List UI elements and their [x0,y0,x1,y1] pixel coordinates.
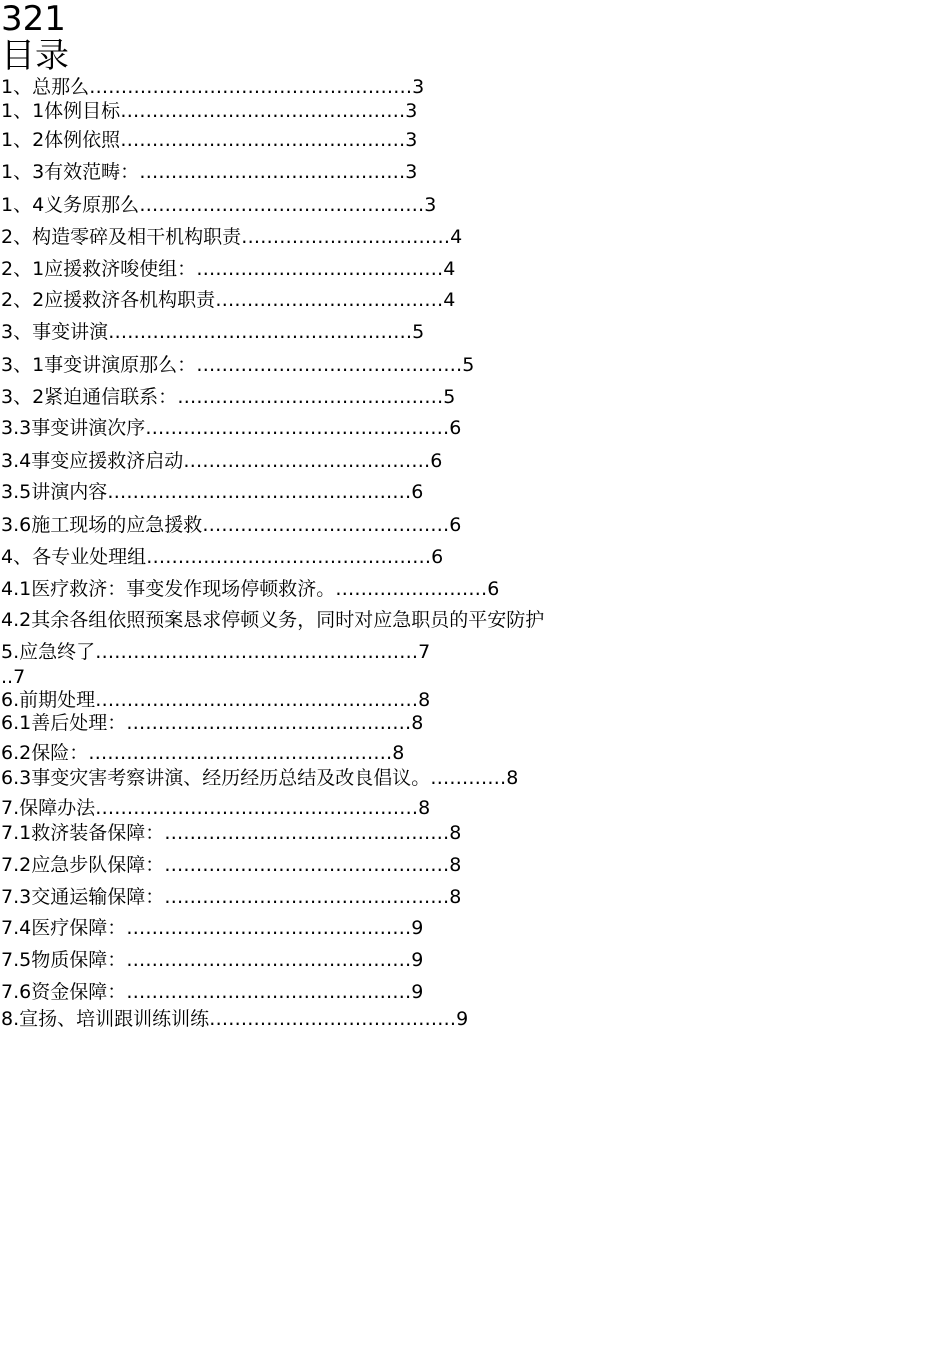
toc-entry [1,796,430,820]
toc-entry-dots: ………………………………… [183,450,431,472]
toc-entry-text: 3.6施工现场的应急援救 [1,514,203,536]
toc-entry-page: 8 [449,822,462,844]
toc-entry-dots: ……………………………………… [120,129,406,151]
toc-entry [1,99,417,123]
toc-entry-page: 9 [411,917,424,939]
toc-entry-dots: ………… [430,767,507,789]
toc-entry-page: 6 [411,481,424,503]
toc-entry-page: 3 [405,161,418,183]
toc-entry [1,75,424,99]
toc-entry-page: 6 [487,578,500,600]
toc-entry-text: 3.5讲演内容 [1,481,108,503]
toc-entry [1,160,417,184]
toc-entry [1,545,443,569]
toc-entry [1,608,544,632]
toc-entry-dots: ……………………………………… [146,546,432,568]
toc-entry [1,480,423,504]
toc-entry-text: 1、总那么 [1,76,90,98]
toc-entry-text: 6.2保险： [1,742,89,764]
toc-entry-page: 4 [443,289,456,311]
toc-entry-text: 6.前期处理 [1,689,96,711]
toc-entry-page: 3 [424,194,437,216]
toc-entry-dots: ……………………………………… [126,949,412,971]
toc-entry-page: 8 [411,712,424,734]
toc-entry-page: 5 [412,321,425,343]
toc-entry-text: 4.2其余各组依照预案恳求停顿义务，同时对应急职员的平安防护 [1,609,545,631]
toc-entry-text: ..7 [1,666,26,688]
toc-entry [1,225,462,249]
toc-entry [1,688,430,712]
toc-entry-page: 9 [411,981,424,1003]
toc-entry-dots: ………………………………… [209,1008,457,1030]
toc-entry-page: 8 [418,689,431,711]
toc-entry [1,980,423,1004]
toc-entry-text: 7.1救济装备保障： [1,822,165,844]
toc-entry-dots: …………………………………………… [89,76,413,98]
toc-entry-dots: …………………………………………… [95,689,419,711]
toc-entry-text: 7.4医疗保障： [1,917,127,939]
toc-entry-page: 9 [411,949,424,971]
toc-entry-page: 8 [449,886,462,908]
toc-entry-text: 1、2体例依照 [1,129,121,151]
toc-entry [1,885,461,909]
toc-entry-page: 8 [392,742,405,764]
toc-title: 目录 [1,36,69,76]
toc-entry [1,711,423,735]
toc-entry-page: 7 [418,641,431,663]
toc-entry-text: 3.3事变讲演次序 [1,417,146,439]
toc-entry-page: 4 [443,258,456,280]
toc-entry-text: 6.1善后处理： [1,712,127,734]
toc-entry-dots: …………………………………………… [95,797,419,819]
toc-entry-dots: ……………………………………… [126,712,412,734]
toc-entry-text: 3、1事变讲演原那么： [1,354,197,376]
toc-entry-dots: …………………… [335,578,488,600]
toc-entry [1,665,25,689]
toc-entry-page: 4 [450,226,463,248]
toc-entry-text: 2、1应援救济唆使组： [1,258,197,280]
toc-entry-dots: ………………………………… [202,514,450,536]
toc-entry-text: 7.3交通运输保障： [1,886,165,908]
toc-entry-dots: ………………………………………… [145,417,450,439]
toc-entry [1,288,455,312]
toc-entry-text: 1、1体例目标 [1,100,121,122]
toc-entry [1,128,417,152]
toc-entry [1,1007,468,1031]
toc-entry-page: 3 [405,100,418,122]
toc-entry [1,513,461,537]
toc-entry-page: 5 [462,354,475,376]
toc-entry-dots: …………………………………… [196,354,463,376]
toc-entry-dots: …………………………………… [177,386,444,408]
toc-entry-page: 8 [449,854,462,876]
toc-entry-dots: ……………………………………… [126,981,412,1003]
toc-entry [1,416,461,440]
toc-entry-dots: ……………………………………… [164,886,450,908]
toc-entry-dots: ……………………………………… [139,194,425,216]
toc-entry-page: 6 [449,514,462,536]
toc-entry-text: 1、4义务原那么 [1,194,140,216]
toc-entry [1,741,404,765]
toc-entry [1,853,461,877]
toc-entry-text: 1、3有效范畴： [1,161,140,183]
toc-entry [1,821,461,845]
toc-entry-dots: …………………………………… [139,161,406,183]
toc-entry-text: 3、2紧迫通信联系： [1,386,178,408]
toc-entry-text: 7.6资金保障： [1,981,127,1003]
toc-entry-dots: ……………………………………… [120,100,406,122]
toc-entry [1,916,423,940]
toc-entry-text: 7.保障办法 [1,797,96,819]
toc-entry-page: 6 [449,417,462,439]
toc-entry [1,193,436,217]
toc-entry [1,577,499,601]
toc-entry-page: 5 [443,386,456,408]
toc-entry-page: 6 [430,450,443,472]
toc-entry-text: 6.3事变灾害考察讲演、经历经历总结及改良倡议。 [1,767,431,789]
toc-entry-dots: ……………………………………… [164,854,450,876]
toc-entry-dots: …………………………… [241,226,451,248]
toc-entry [1,640,430,664]
toc-entry-text: 7.5物质保障： [1,949,127,971]
toc-entry-text: 4.1医疗救济：事变发作现场停顿救济。 [1,578,336,600]
toc-entry-page: 3 [412,76,425,98]
toc-entry-text: 3.4事变应援救济启动 [1,450,184,472]
toc-entry [1,353,474,377]
toc-entry-text: 7.2应急步队保障： [1,854,165,876]
toc-entry-dots: ………………………………………… [88,742,393,764]
toc-entry-page: 9 [456,1008,469,1030]
toc-entry [1,320,424,344]
toc-entry-dots: ……………………………………… [126,917,412,939]
document-number: 321 [1,0,66,39]
toc-entry-text: 5.应急终了 [1,641,96,663]
toc-entry-dots: ………………………………………… [108,321,413,343]
toc-entry-page: 8 [506,767,519,789]
toc-entry-dots: ……………………………… [215,289,444,311]
toc-entry-page: 6 [431,546,444,568]
toc-entry-page: 3 [405,129,418,151]
toc-entry-text: 8.宣扬、培训跟训练训练 [1,1008,210,1030]
toc-entry-page: 8 [418,797,431,819]
toc-entry [1,257,455,281]
toc-entry-dots: ………………………………… [196,258,444,280]
toc-entry-dots: ………………………………………… [107,481,412,503]
toc-entry [1,449,442,473]
toc-entry-text: 4、各专业处理组 [1,546,147,568]
toc-entry [1,766,518,790]
toc-entry-text: 2、2应援救济各机构职责 [1,289,216,311]
toc-entry [1,948,423,972]
toc-entry-text: 3、事变讲演 [1,321,109,343]
toc-entry-dots: …………………………………………… [95,641,419,663]
toc-entry-text: 2、构造零碎及相干机构职责 [1,226,242,248]
toc-entry-dots: ……………………………………… [164,822,450,844]
toc-entry [1,385,455,409]
